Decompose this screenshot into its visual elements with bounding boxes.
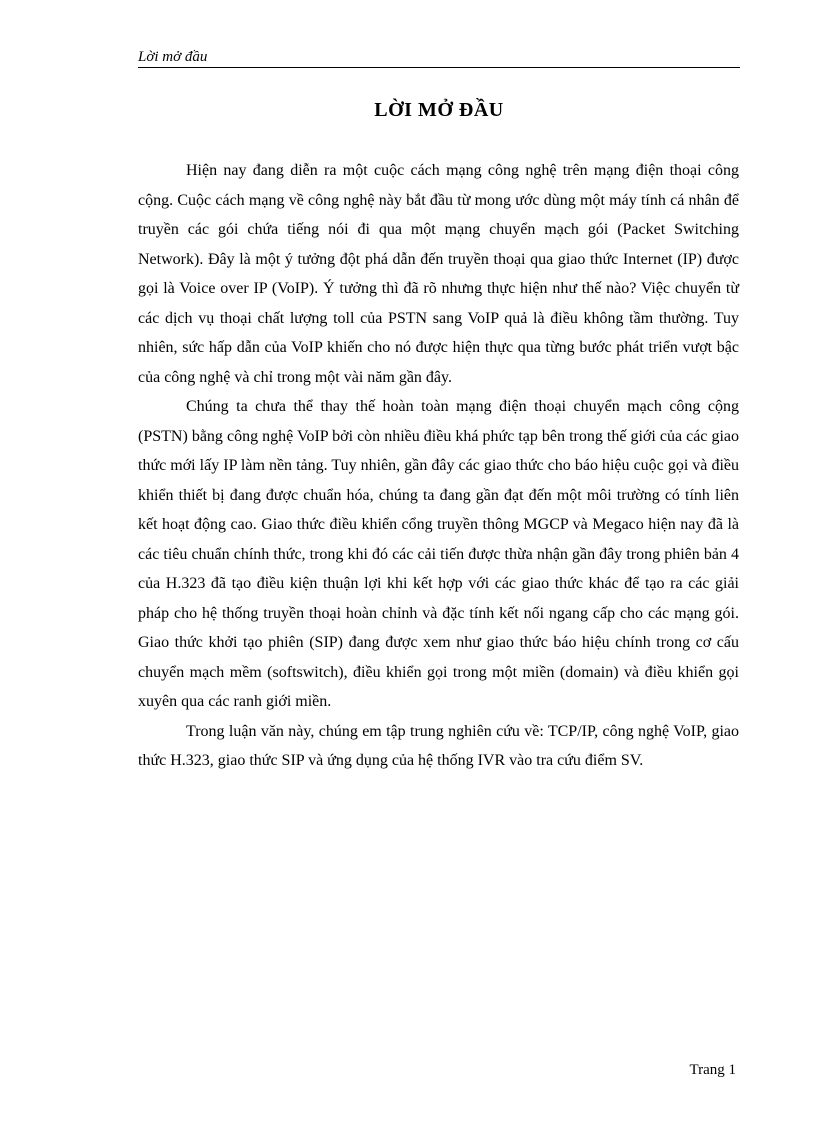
page-number: Trang 1 (689, 1062, 736, 1078)
page-title: LỜI MỞ ĐẦU (374, 99, 504, 121)
paragraph-2: Chúng ta chưa thể thay thế hoàn toàn mạng điện thoại chuyển mạch công cộng (PSTN) bằng công nghệ VoIP bởi còn nhiều điều khá phức tạp bên trong thế giới của các giao thức mới lấy IP làm nền tảng. Tuy nhiên, gần đây các giao thức cho báo hiệu cuộc gọi và điều khiển thiết bị đang được chuẩn hóa, chúng ta đang gần đạt đến một môi trường có tính liên kết hoạt động cao. Giao thức điều khiển cổng truyền thông MGCP và Megaco hiện nay đã là các tiêu chuẩn chính thức, trong khi đó các cải tiến được thừa nhận gần đây trong phiên bản 4 của H.323 đã tạo điều kiện thuận lợi khi kết hợp với các giao thức khác để tạo ra các giải pháp cho hệ thống truyền thoại hoàn chỉnh và đặc tính kết nối ngang cấp cho các mạng gói. Giao thức khởi tạo phiên (SIP) đang được xem như giao thức báo hiệu chính trong cơ cấu chuyển mạch mềm (softswitch), điều khiển gọi trong một miền (domain) và điều khiển gọi xuyên qua các ranh giới miền. (138, 398, 739, 710)
paragraph-3: Trong luận văn này, chúng em tập trung nghiên cứu về: TCP/IP, công nghệ VoIP, giao thức H.323, giao thức SIP và ứng dụng của hệ thống IVR vào tra cứu điểm SV. (138, 722, 739, 769)
paragraph-1: Hiện nay đang diễn ra một cuộc cách mạng công nghệ trên mạng điện thoại công cộng. Cuộc cách mạng về công nghệ này bắt đầu từ mong ước dùng một máy tính cá nhân để truyền các gói chứa tiếng nói đi qua một mạng chuyển mạch gói (Packet Switching Network). Đây là một ý tưởng đột phá dẫn đến truyền thoại qua giao thức Internet (IP) được gọi là Voice over IP (VoIP). Ý tưởng thì đã rõ nhưng thực hiện như thế nào? Việc chuyển từ các dịch vụ thoại chất lượng toll của PSTN sang VoIP quả là điều không tầm thường. Tuy nhiên, sức hấp dẫn của VoIP khiến cho nó được hiện thực qua từng bước phát triển vượt bậc của công nghệ và chỉ trong một vài năm gần đây. (138, 162, 739, 386)
header-section-label: Lời mở đầu (138, 49, 208, 65)
page-header (138, 48, 740, 68)
body-text (138, 156, 739, 776)
